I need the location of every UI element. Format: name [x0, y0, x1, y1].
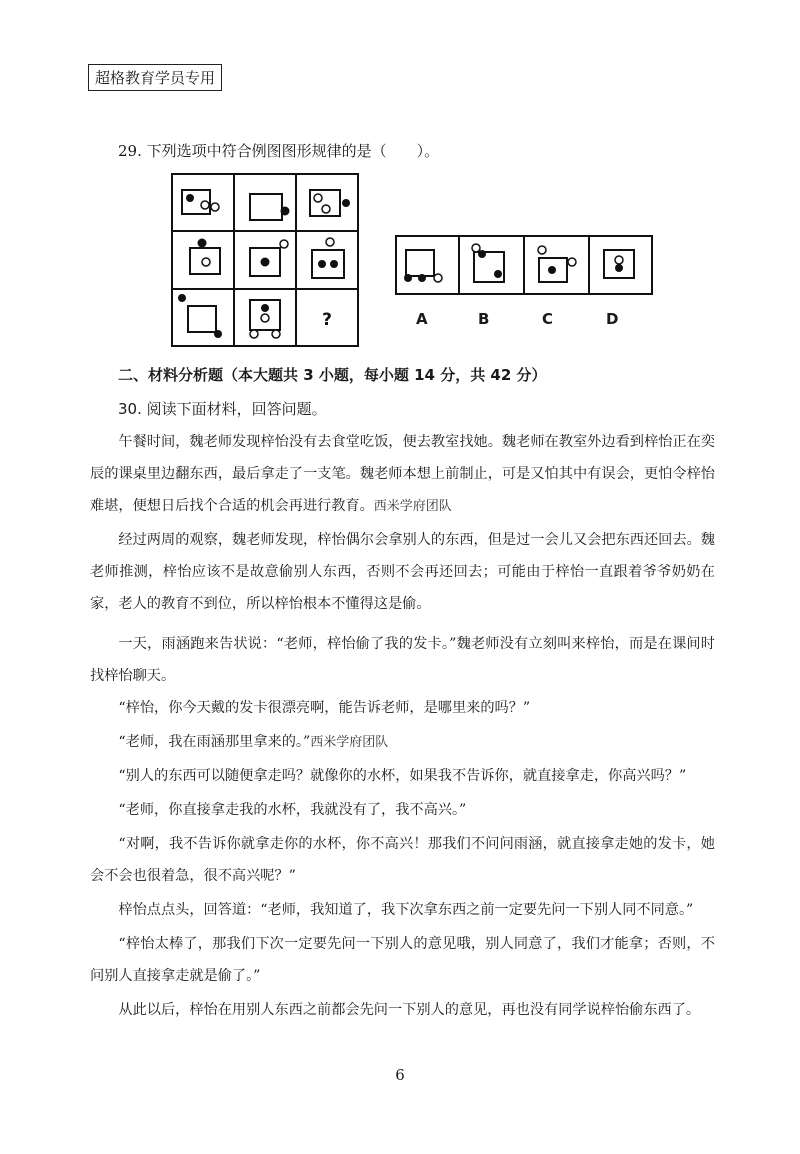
paragraph-6	[90, 760, 715, 792]
watermark: 西米学府团队	[310, 735, 389, 750]
paragraph-text: “对啊，我不告诉你就拿走你的水杯，你不高兴！那我们不问问雨涵，就直接拿走她的发卡，她会不会也很着急，很不高兴呢？”	[90, 836, 715, 884]
paragraph-text: “别人的东西可以随便拿走吗？就像你的水杯，如果我不告诉你，就直接拿走，你高兴吗？”	[118, 768, 687, 784]
question-mark: ?	[322, 310, 332, 330]
paragraph-text: 午餐时间，魏老师发现梓怡没有去食堂吃饭，便去教室找她。魏老师在教室外边看到梓怡正在奕辰的课桌里边翻东西，最后拿走了一支笔。魏老师本想上前制止，可是又怕其中有误会，更怕令梓怡难堪，便想日后找个合适的机会再进行教育。	[90, 434, 715, 514]
grid-cell-1-1	[182, 190, 219, 214]
paragraph-text: 梓怡点点头，回答道：“老师，我知道了，我下次拿东西之前一定要先问一下别人同不同意。”	[118, 902, 694, 918]
grid-cell-1-3	[310, 190, 350, 216]
grid-cell-3-2	[250, 300, 280, 338]
paragraph-8	[90, 828, 715, 892]
option-d-figure[interactable]	[604, 250, 634, 278]
page-number: 6	[395, 1066, 405, 1084]
grid-cell-2-3	[312, 238, 344, 278]
option-c-figure[interactable]	[538, 246, 576, 282]
question-29-text: 29. 下列选项中符合例图图形规律的是（ ）。	[118, 142, 440, 160]
option-c-label[interactable]: C	[542, 310, 554, 328]
watermark: 西米学府团队	[373, 499, 452, 514]
paragraph-4	[90, 692, 715, 724]
option-b-label[interactable]: B	[478, 310, 490, 328]
paragraph-2	[90, 524, 715, 620]
paragraph-text: “梓怡太棒了，那我们下次一定要先问一下别人的意见哦，别人同意了，我们才能拿；否则，不问别人直接拿走就是偷了。”	[90, 936, 715, 984]
grid-cell-2-1	[190, 239, 220, 275]
paragraph-text: 经过两周的观察，魏老师发现，梓怡偶尔会拿别人的东西，但是过一会儿又会把东西还回去。魏老师推测，梓怡应该不是故意偷别人东西，否则不会再还回去；可能由于梓怡一直跟着爷爷奶奶在家，老人的教育不到位，所以梓怡根本不懂得这是偷。	[90, 532, 715, 612]
answer-options-grid	[394, 234, 654, 296]
paragraph-text: “梓怡，你今天戴的发卡很漂亮啊，能告诉老师，是哪里来的吗？”	[118, 700, 531, 716]
option-a-figure[interactable]	[404, 250, 442, 282]
paragraph-5	[90, 726, 715, 759]
option-d-label[interactable]: D	[606, 310, 619, 328]
paragraph-text: 一天，雨涵跑来告状说：“老师，梓怡偷了我的发卡。”魏老师没有立刻叫来梓怡，而是在课间时找梓怡聊天。	[90, 636, 715, 684]
paragraph-text: “老师，我在雨涵那里拿来的。”	[118, 734, 311, 750]
grid-cell-1-2	[250, 194, 290, 220]
paragraph-text: 从此以后，梓怡在用别人东西之前都会先问一下别人的意见，再也没有同学说梓怡偷东西了。	[118, 1002, 701, 1018]
grid-cell-2-2	[250, 240, 288, 276]
paragraph-text: “老师，你直接拿走我的水杯，我就没有了，我不高兴。”	[118, 802, 467, 818]
paragraph-10	[90, 928, 715, 992]
paragraph-1	[90, 426, 715, 523]
option-b-figure[interactable]	[472, 244, 504, 282]
question-30-intro: 30. 阅读下面材料，回答问题。	[118, 400, 327, 418]
section-2-title: 二、材料分析题（本大题共 3 小题，每小题 14 分，共 42 分）	[118, 366, 547, 384]
paragraph-9	[90, 894, 715, 926]
paragraph-3	[90, 628, 715, 692]
example-figure-grid	[170, 172, 360, 348]
header-stamp: 超格教育学员专用	[88, 64, 222, 91]
option-a-label[interactable]: A	[416, 310, 428, 328]
paragraph-7	[90, 794, 715, 826]
grid-cell-3-1	[178, 294, 222, 338]
paragraph-11	[90, 994, 715, 1026]
